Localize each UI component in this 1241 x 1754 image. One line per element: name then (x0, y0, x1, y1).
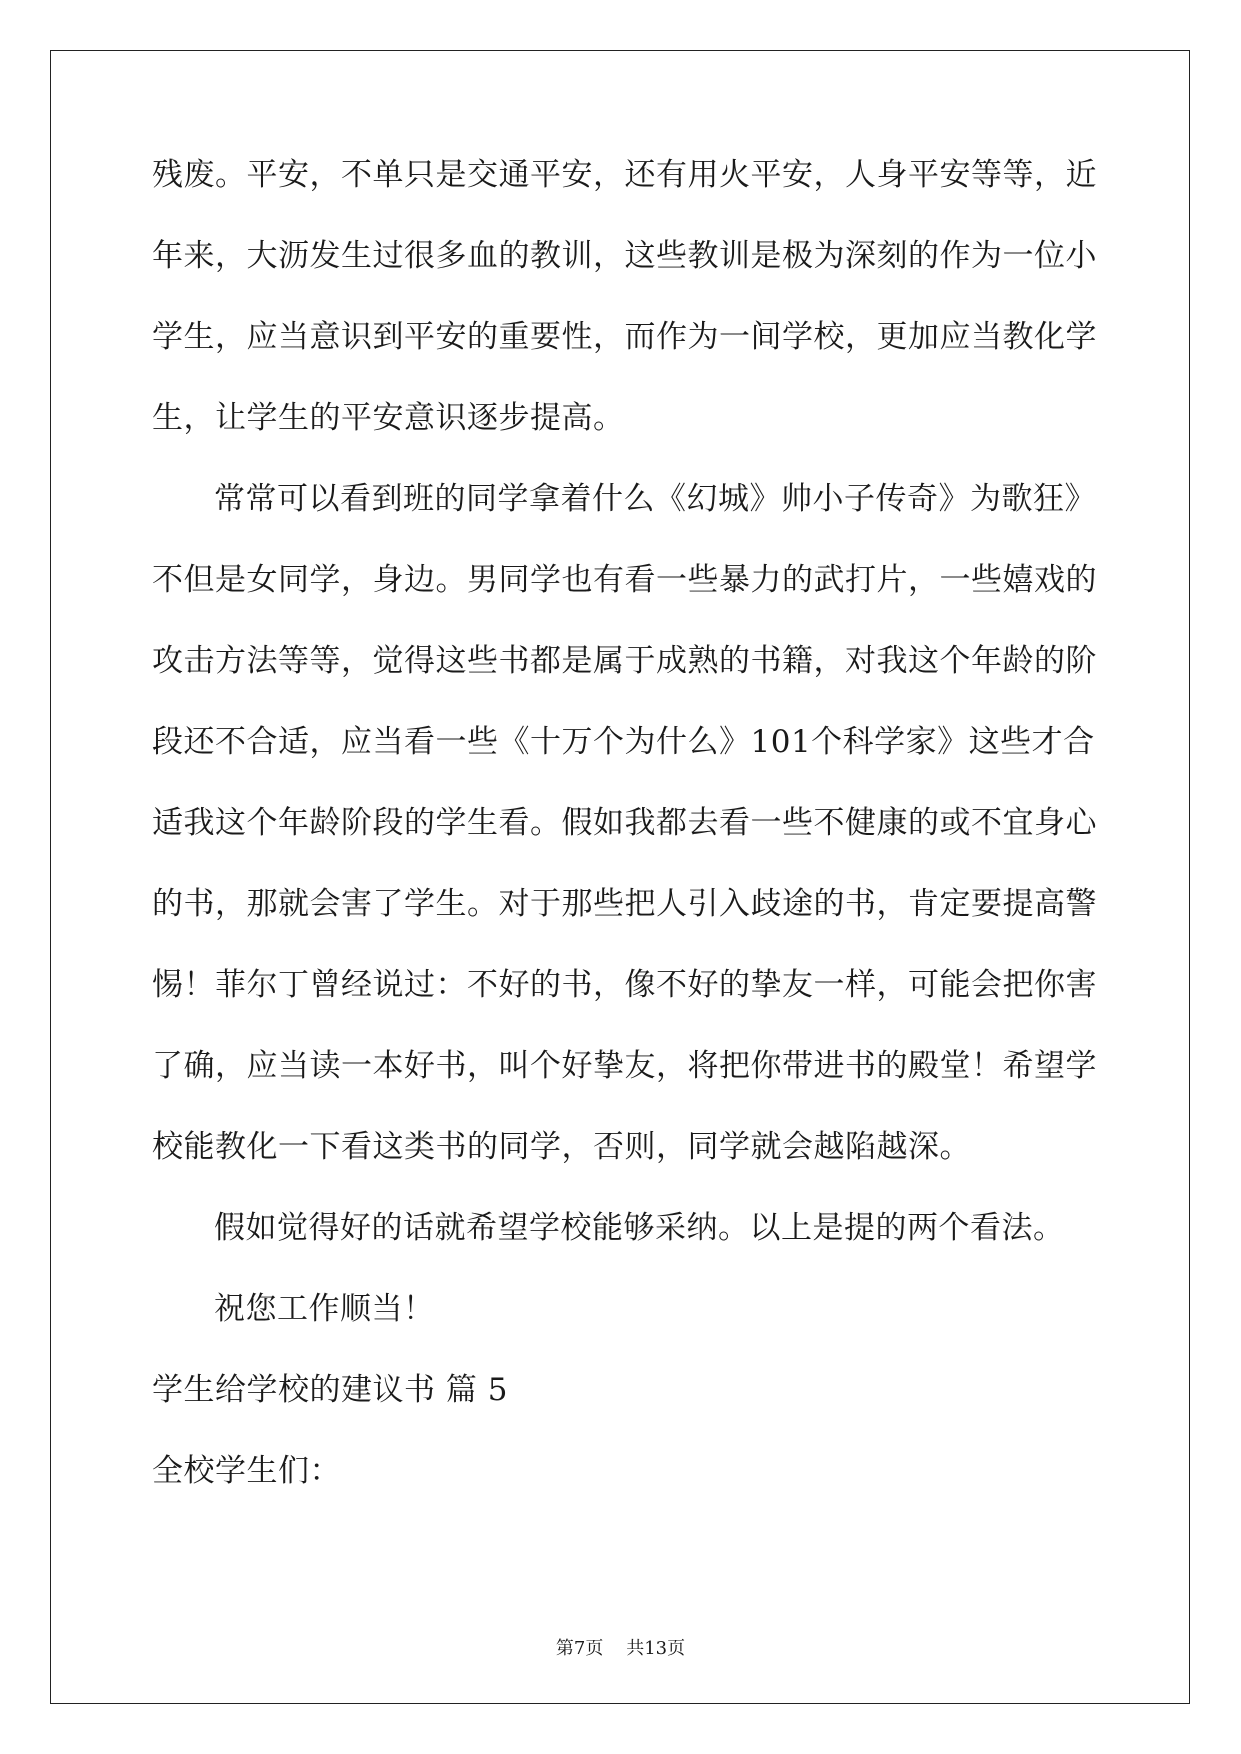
paragraph-line: 校能教化一下看这类书的同学，否则，同学就会越陷越深。 (152, 1129, 971, 1165)
paragraph-line: 段还不合适，应当看一些《十万个为什么》101个科学家》这些才合 (152, 724, 1095, 760)
paragraph-line: 适我这个年龄阶段的学生看。假如我都去看一些不健康的或不宜身心 (152, 805, 1097, 841)
salutation-line: 全校学生们： (152, 1453, 341, 1489)
closing-line: 祝您工作顺当！ (214, 1291, 435, 1327)
paragraph-line: 惕！菲尔丁曾经说过：不好的书，像不好的挚友一样，可能会把你害 (152, 967, 1097, 1003)
paragraph-line: 假如觉得好的话就希望学校能够采纳。以上是提的两个看法。 (214, 1210, 1065, 1246)
paragraph-line: 不但是女同学，身边。男同学也有看一些暴力的武打片，一些嬉戏的 (152, 562, 1097, 598)
page-number-footer: 第7页 共13页 (555, 1638, 686, 1659)
paragraph-line: 的书，那就会害了学生。对于那些把人引入歧途的书，肯定要提高警 (152, 886, 1097, 922)
paragraph-line: 年来，大沥发生过很多血的教训，这些教训是极为深刻的作为一位小 (152, 238, 1097, 274)
paragraph-line: 学生，应当意识到平安的重要性，而作为一间学校，更加应当教化学 (152, 319, 1097, 355)
paragraph-line: 了确，应当读一本好书，叫个好挚友，将把你带进书的殿堂！希望学 (152, 1048, 1097, 1084)
paragraph-line: 残废。平安，不单只是交通平安，还有用火平安，人身平安等等，近 (152, 157, 1097, 193)
paragraph-line: 生，让学生的平安意识逐步提高。 (152, 400, 625, 436)
paragraph-line: 常常可以看到班的同学拿着什么《幻城》帅小子传奇》为歌狂》 (214, 481, 1096, 517)
paragraph-line: 攻击方法等等，觉得这些书都是属于成熟的书籍，对我这个年龄的阶 (152, 643, 1097, 679)
section-heading: 学生给学校的建议书 篇 5 (152, 1372, 508, 1408)
